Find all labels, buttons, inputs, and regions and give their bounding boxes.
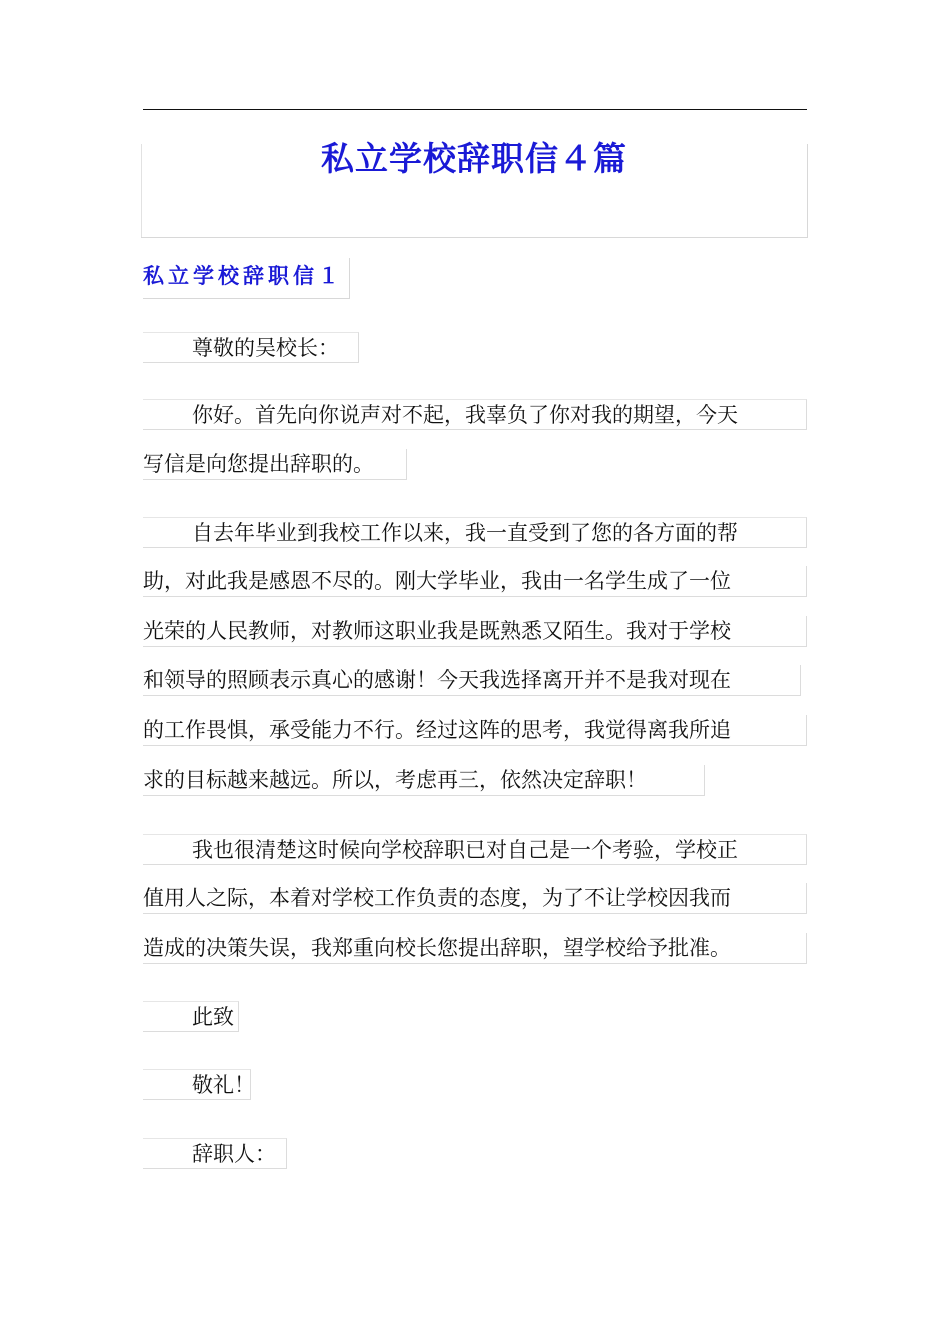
paragraph-3-line: [143, 933, 807, 964]
paragraph-1-line: [143, 399, 807, 430]
paragraph-1-line: [143, 449, 407, 480]
paragraph-2-text: 和领导的照顾表示真心的感谢！今天我选择离开并不是我对现在: [143, 668, 731, 692]
paragraph-2-text: 自去年毕业到我校工作以来，我一直受到了您的各方面的帮: [192, 521, 738, 545]
signature-label: 辞职人：: [192, 1142, 276, 1166]
paragraph-2-line: [143, 765, 705, 796]
closing-line: [143, 1001, 239, 1032]
closing-line: [143, 1069, 255, 1100]
paragraph-2-line: [143, 665, 801, 696]
paragraph-3-text: 值用人之际，本着对学校工作负责的态度，为了不让学校因我而: [143, 886, 731, 910]
document-title: 私立学校辞职信４篇: [321, 139, 627, 178]
paragraph-1-text: 你好。首先向你说声对不起，我辜负了你对我的期望，今天: [192, 403, 738, 427]
signature-line: [143, 1138, 287, 1169]
paragraph-1-text: 写信是向您提出辞职的。: [143, 452, 374, 476]
section-heading: 私立学校辞职信１: [143, 258, 350, 299]
header-rule: [143, 109, 807, 110]
paragraph-3-text: 我也很清楚这时候向学校辞职已对自己是一个考验，学校正: [192, 838, 738, 862]
paragraph-2-line: [143, 715, 807, 746]
paragraph-2-line: [143, 616, 807, 647]
paragraph-3-line: [143, 883, 807, 914]
paragraph-2-text: 助，对此我是感恩不尽的。刚大学毕业，我由一名学生成了一位: [143, 569, 731, 593]
closing-zhizhi: 此致: [192, 1005, 234, 1029]
paragraph-2-line: [143, 566, 807, 597]
salutation: 尊敬的吴校长：: [192, 336, 339, 360]
paragraph-2-line: [143, 517, 807, 548]
salutation-line: [143, 332, 359, 363]
closing-jingli: 敬礼！: [192, 1073, 255, 1097]
paragraph-3-line: [143, 834, 807, 865]
paragraph-2-text: 光荣的人民教师，对教师这职业我是既熟悉又陌生。我对于学校: [143, 619, 731, 643]
paragraph-3-text: 造成的决策失误，我郑重向校长您提出辞职，望学校给予批准。: [143, 936, 731, 960]
paragraph-2-text: 求的目标越来越远。所以，考虑再三，依然决定辞职！: [143, 768, 647, 792]
paragraph-2-text: 的工作畏惧，承受能力不行。经过这阵的思考，我觉得离我所追: [143, 718, 731, 742]
title-box: [141, 139, 808, 238]
